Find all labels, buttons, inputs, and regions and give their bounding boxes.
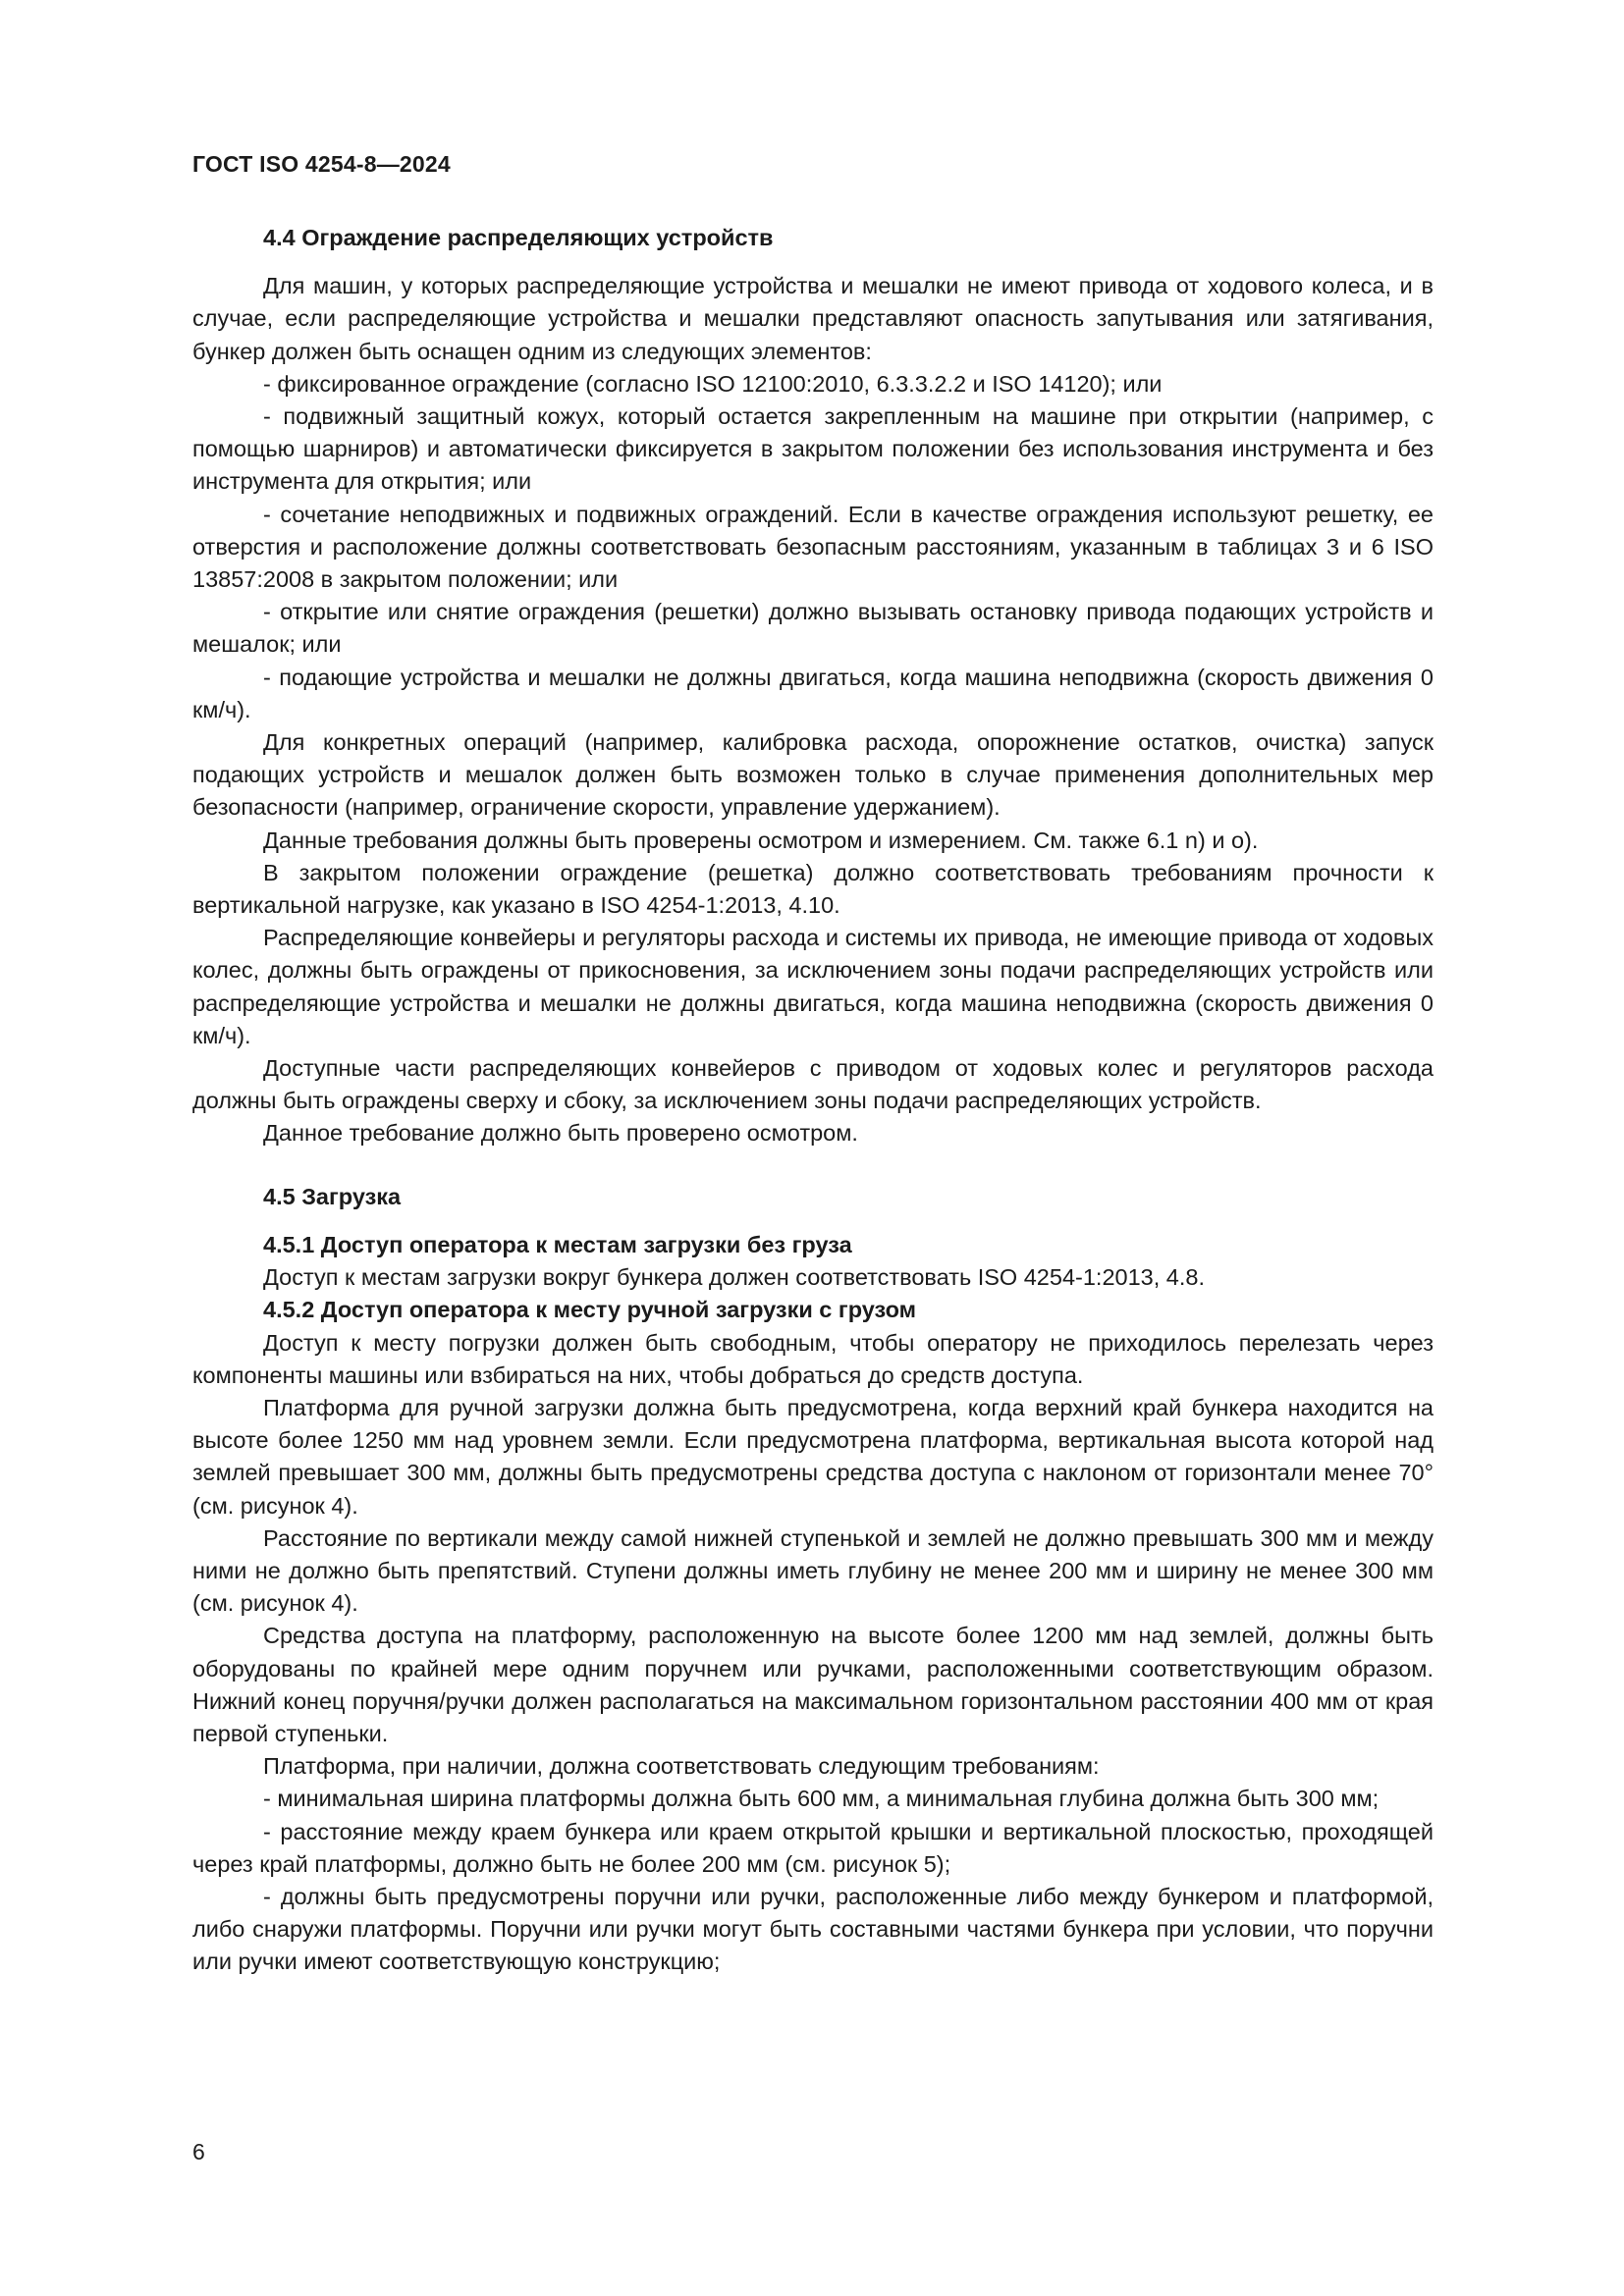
paragraph: Для конкретных операций (например, калибровка расхода, опорожнение остатков, очистка) запуск подающих устройств и мешалок должен быть возможен только в случае применения дополнительных мер безопасности (например, ограничение скорости, управление удержанием).	[192, 729, 1434, 821]
paragraph: Платформа для ручной загрузки должна быть предусмотрена, когда верхний край бункера находится на высоте более 1250 мм над уровнем земли. Если предусмотрена платформа, вертикальная высота которой над землей превышает 300 мм, должны быть предусмотрены средства доступа с наклоном от горизонтали менее 70° (см. рисунок 4).	[192, 1394, 1434, 1519]
subsection-heading: 4.5.2 Доступ оператора к месту ручной загрузки с грузом	[263, 1297, 917, 1323]
paragraph: Данные требования должны быть проверены осмотром и измерением. См. также 6.1 n) и о).	[263, 827, 1259, 853]
paragraph: Распределяющие конвейеры и регуляторы расхода и системы их привода, не имеющие привода от ходовых колес, должны быть ограждены от прикосновения, за исключением зоны подачи распределяющих устройств или распределяющие устройства и мешалки не должны двигаться, когда машина неподвижна (скорость движения 0 км/ч).	[192, 925, 1434, 1048]
paragraph: Доступ к месту погрузки должен быть свободным, чтобы оператору не приходилось перелезать через компоненты машины или взбираться на них, чтобы добраться до средств доступа.	[192, 1329, 1434, 1388]
list-item: - открытие или снятие ограждения (решетки) должно вызывать остановку привода подающих устройств и мешалок; или	[192, 599, 1434, 658]
list-item: - подающие устройства и мешалки не должны двигаться, когда машина неподвижна (скорость движения 0 км/ч).	[192, 664, 1434, 722]
paragraph: Платформа, при наличии, должна соответствовать следующим требованиям:	[263, 1753, 1100, 1780]
document-code: ГОСТ ISO 4254-8—2024	[192, 151, 451, 177]
list-item: - должны быть предусмотрены поручни или ручки, расположенные либо между бункером и платформой, либо снаружи платформы. Поручни или ручки могут быть составными частями бункера при условии, что поручни или ручки имеют соответствующую конструкцию;	[192, 1883, 1434, 1975]
list-item: - подвижный защитный кожух, который остается закрепленным на машине при открытии (например, с помощью шарниров) и автоматически фиксируется в закрытом положении без использования инструмента и без инструмента для открытия; или	[192, 403, 1434, 495]
list-item: - фиксированное ограждение (согласно ISO 12100:2010, 6.3.3.2.2 и ISO 14120); или	[263, 370, 1163, 397]
section-heading: 4.5 Загрузка	[263, 1183, 402, 1209]
paragraph: Доступ к местам загрузки вокруг бункера должен соответствовать ISO 4254-1:2013, 4.8.	[263, 1264, 1205, 1291]
paragraph: Данное требование должно быть проверено осмотром.	[263, 1120, 858, 1147]
page-number: 6	[192, 2139, 205, 2164]
paragraph: В закрытом положении ограждение (решетка) должно соответствовать требованиям прочности к вертикальной нагрузке, как указано в ISO 4254-1:2013, 4.10.	[192, 859, 1434, 919]
paragraph: Доступные части распределяющих конвейеров с приводом от ходовых колес и регуляторов расхода должны быть ограждены сверху и сбоку, за исключением зоны подачи распределяющих устройств.	[192, 1055, 1434, 1114]
subsection-heading: 4.5.1 Доступ оператора к местам загрузки без груза	[263, 1231, 852, 1257]
list-item: - расстояние между краем бункера или краем открытой крышки и вертикальной плоскостью, проходящей через край платформы, должно быть не более 200 мм (см. рисунок 5);	[192, 1818, 1434, 1877]
paragraph: Для машин, у которых распределяющие устройства и мешалки не имеют привода от ходового колеса, и в случае, если распределяющие устройства и мешалки представляют опасность запутывания или затягивания, бункер должен быть оснащен одним из следующих элементов:	[192, 273, 1434, 364]
paragraph: Расстояние по вертикали между самой нижней ступенькой и землей не должно превышать 300 мм и между ними не должно быть препятствий. Ступени должны иметь глубину не менее 200 мм и ширину не менее 300 мм (см. рисунок 4).	[192, 1524, 1434, 1617]
list-item: - сочетание неподвижных и подвижных ограждений. Если в качестве ограждения используют решетку, ее отверстия и расположение должны соответствовать безопасным расстояниям, указанным в таблицах 3 и 6 ISO 13857:2008 в закрытом положении; или	[192, 501, 1434, 593]
list-item: - минимальная ширина платформы должна быть 600 мм, а минимальная глубина должна быть 300 мм;	[263, 1786, 1380, 1812]
section-heading: 4.4 Ограждение распределяющих устройств	[263, 225, 774, 250]
paragraph: Средства доступа на платформу, расположенную на высоте более 1200 мм над землей, должны быть оборудованы по крайней мере одним поручнем или ручками, расположенными соответствующим образом. Нижний конец поручня/ручки должен располагаться на максимальном горизонтальном расстоянии 400 мм от края первой ступеньки.	[192, 1623, 1434, 1746]
document-body	[192, 222, 1434, 1979]
